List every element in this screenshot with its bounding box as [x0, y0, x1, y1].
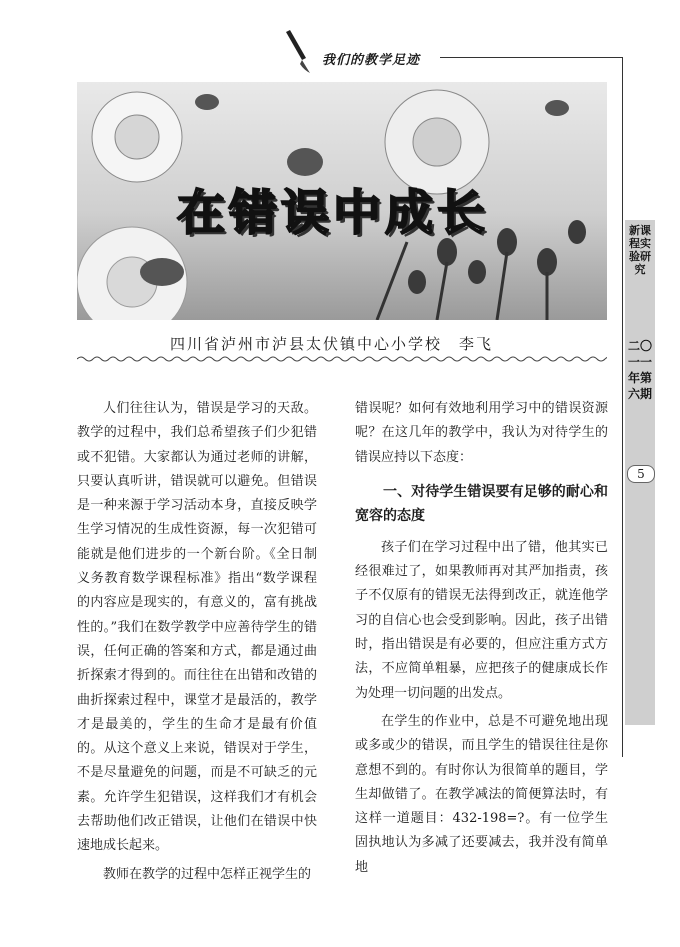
wavy-divider	[77, 354, 607, 364]
section-heading: 一、对待学生错误要有足够的耐心和宽容的态度	[355, 483, 608, 524]
issue-label: 二〇一一年第六期	[627, 339, 652, 401]
section-title: 我们的教学足迹	[322, 53, 421, 68]
page-number: 5	[627, 465, 655, 483]
journal-name: 新课程实验研究	[629, 224, 651, 276]
flower-left	[92, 92, 182, 182]
paragraph: 人们往往认为，错误是学习的天敌。教学的过程中，我们总希望孩子们少犯错或不犯错。大家都认为通过老师的讲解，只要认真听讲，错误就可以避免。但错误是一种来源于学习活动本身，直接反映学生学习情况的生成性资源，每一次犯错可能就是他们进步的一个新台阶。《全日制义务教育数学课程标准》指出“数学课程的内容应是现实的，有意义的，富有挑战性的。”我们在数学教学中应善待学生的错误，任何正确的答案和方式，都是通过曲折探索才得到的。而往往在出错和改错的曲折探索过程中，课堂才是最活的，教学才是最美的，学生的生命才是最有价值的。从这个意义上来说，错误对于学生，不是尽量避免的问题，而是不可缺乏的元素。允许学生犯错误，这样我们才有机会去帮助他们改正错误，让他们在错误中快速地成长起来。	[77, 401, 317, 854]
right-column	[355, 397, 608, 880]
margin-rule	[622, 57, 623, 757]
paragraph: 错误呢？如何有效地利用学习中的错误资源呢？在这几年的教学中，我认为对待学生的错误应持以下态度：	[355, 401, 608, 465]
paragraph: 教师在教学的过程中怎样正视学生的	[103, 866, 312, 882]
brush-icon	[282, 30, 312, 74]
author-byline: 四川省泸州市泸县太伏镇中心小学校 李飞	[170, 335, 494, 353]
banner-illustration	[77, 82, 607, 320]
side-tab	[625, 220, 655, 725]
article-title: 在错误中成长	[177, 185, 490, 241]
header-rule	[440, 57, 622, 58]
paragraph: 在学生的作业中，总是不可避免地出现或多或少的错误，而且学生的错误往往是你意想不到的。有时你认为很简单的题目，学生却做错了。在教学减法的简便算法时，有这样一道题目：432-198=?。有一位学生固执地认为多减了还要减去，我并没有简单地	[355, 713, 608, 875]
left-column	[77, 397, 317, 887]
paragraph: 孩子们在学习过程中出了错，他其实已经很难过了，如果教师再对其严加指责，孩子不仅原有的错误无法得到改正，就连他学习的自信心也会受到影响。因此，孩子出错时，指出错误是有必要的，但应注重方式方法，不应简单粗暴，应把孩子的健康成长作为处理一切问题的出发点。	[355, 539, 608, 701]
